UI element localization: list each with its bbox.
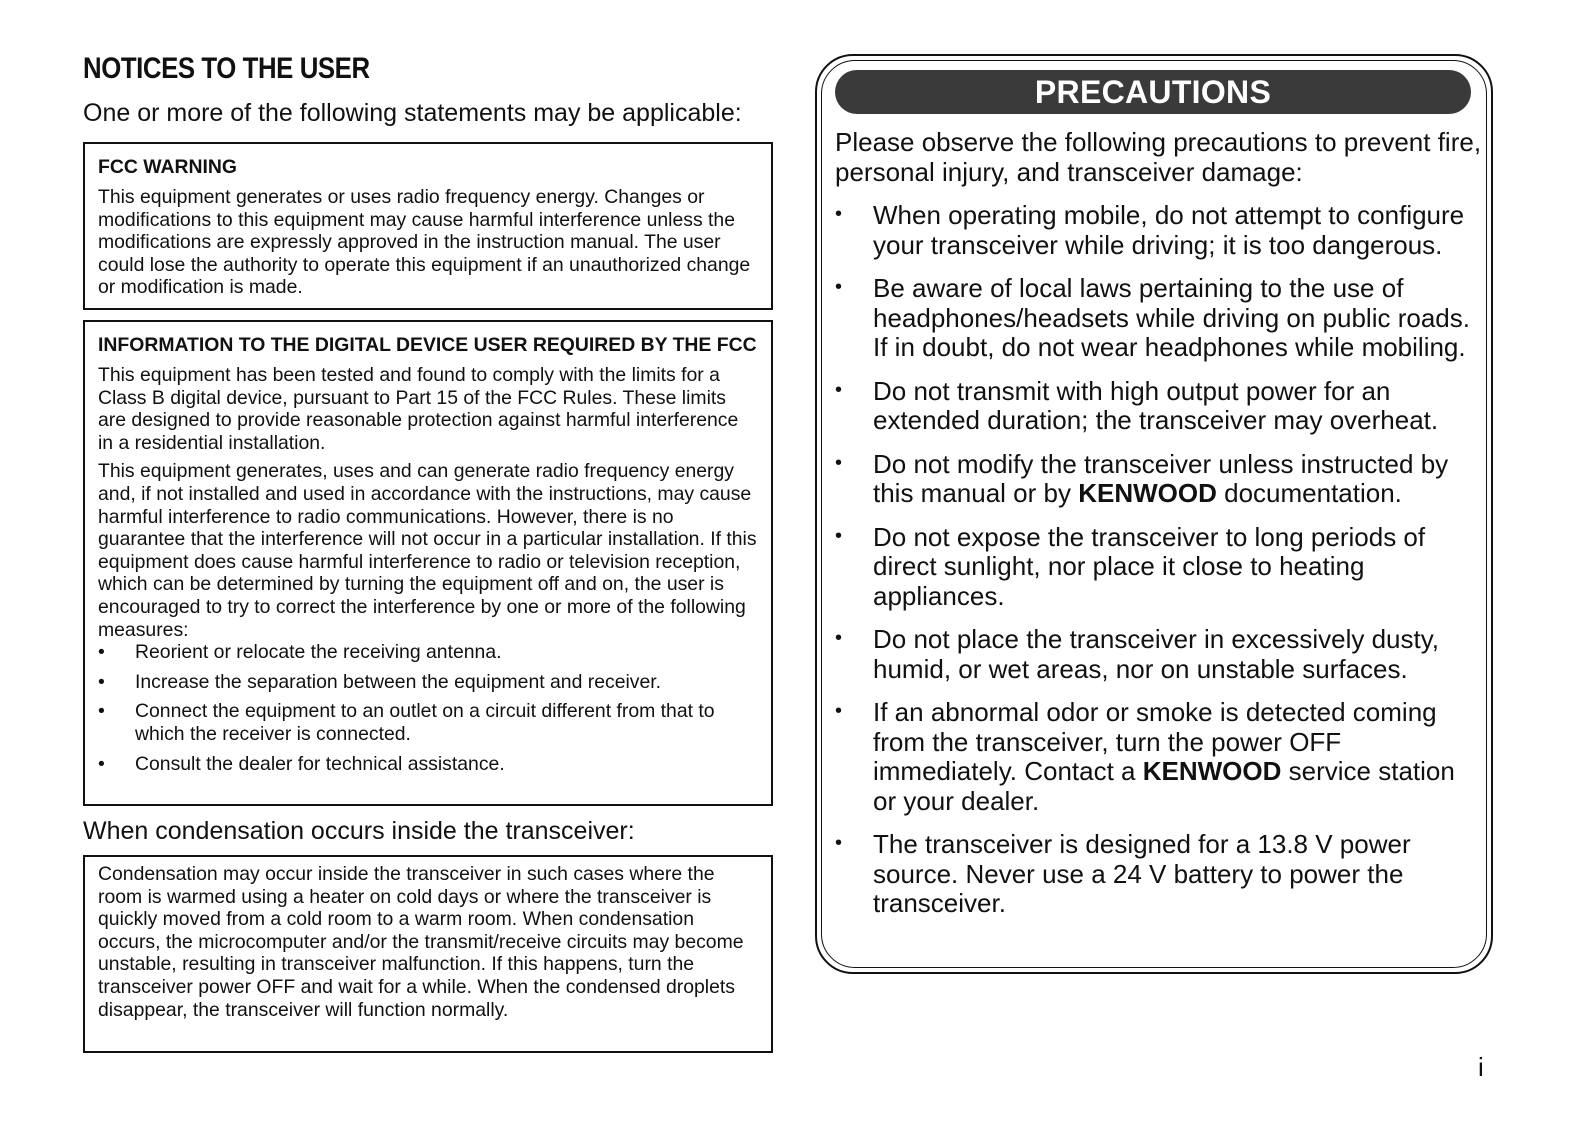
list-item: • Be aware of local laws pertaining to the use of headphones/headsets while driving on public roads. If in doubt, do not wear headphones while mobiling. (835, 273, 1470, 362)
list-item: • When operating mobile, do not attempt to configure your transceiver while driving; it is too dangerous. (835, 200, 1465, 260)
list-item: • Reorient or relocate the receiving antenna. (98, 641, 502, 664)
bullet-icon: • (835, 524, 843, 547)
list-item: • Do not place the transceiver in excessively dusty, humid, or wet areas, nor on unstable surfaces. (835, 624, 1440, 684)
digital-device-heading: INFORMATION TO THE DIGITAL DEVICE USER REQUIRED BY THE FCC (98, 334, 757, 356)
digital-device-box (83, 320, 773, 806)
bullet-icon: • (835, 700, 843, 722)
bullet-icon: • (835, 276, 843, 298)
list-item: • The transceiver is designed for a 13.8 V power source. Never use a 24 V battery to power the transceiver. (835, 829, 1411, 918)
condensation-text: Condensation may occur inside the transceiver in such cases where the room is warmed using a heater on cold days or where the transceiver is quickly moved from a cold room to a warm room. When condensation occurs, the microcomputer and/or the transmit/receive circuits may become unstable, resulting in transceiver malfunction. If this happens, turn the transceiver power OFF and wait for a while. When the condensed droplets disappear, the transceiver will function normally. (98, 863, 744, 1021)
notices-intro: One or more of the following statements may be applicable: (83, 99, 742, 127)
digital-device-para-1: This equipment has been tested and found to comply with the limits for a Class B digital device, pursuant to Part 15 of the FCC Rules. These limits are designed to provide reasonable protection against harmful interference in a residential installation. (98, 364, 739, 454)
condensation-box (83, 855, 773, 1053)
bullet-icon: • (98, 700, 105, 723)
precautions-title: PRECAUTIONS (835, 70, 1471, 114)
list-item: • Connect the equipment to an outlet on a circuit different from that to which the receiver is connected. (98, 700, 715, 745)
precautions-list (835, 201, 1485, 919)
bullet-icon: • (98, 670, 105, 693)
bullet-icon: • (835, 451, 843, 474)
page-number: i (1478, 1052, 1484, 1082)
list-item: • Consult the dealer for technical assistance. (98, 752, 505, 775)
notices-title: NOTICES TO THE USER (83, 52, 370, 85)
bullet-icon: • (835, 627, 843, 649)
list-item: • Do not modify the transceiver unless instructed by this manual or by KENWOOD documentation. (835, 448, 1449, 508)
fcc-warning-text: This equipment generates or uses radio frequency energy. Changes or modifications to this equipment may cause harmful interference unless the modifications are expressly approved in the instruction manual. The user could lose the authority to operate this equipment if an unauthorized change or modification is made. (98, 186, 751, 299)
list-item: • If an abnormal odor or smoke is detected coming from the transceiver, turn the power OFF immediately. Contact a KENWOOD service station or your dealer. (835, 697, 1455, 816)
bullet-icon: • (835, 203, 843, 225)
bullet-icon: • (98, 641, 105, 664)
brand-name: KENWOOD (1078, 478, 1217, 508)
bullet-icon: • (835, 832, 843, 854)
notices-column (83, 52, 773, 1053)
bullet-icon: • (98, 752, 105, 775)
list-item: • Increase the separation between the equipment and receiver. (98, 670, 662, 693)
precautions-intro: Please observe the following precautions to prevent fire, personal injury, and transceiver damage: (835, 127, 1482, 187)
precautions-panel (815, 54, 1493, 974)
list-item: • Do not transmit with high output power for an extended duration; the transceiver may overheat. (835, 375, 1439, 435)
digital-device-para-2: This equipment generates, uses and can generate radio frequency energy and, if not installed and used in accordance with the instructions, may cause harmful interference to radio communications. However, there is no guarantee that the interference will not occur in a particular installation. If this equipment does cause harmful interference to radio or television reception, which can be determined by turning the equipment off and on, the user is encouraged to try to correct the interference by one or more of the following measures: (98, 460, 757, 641)
precautions-body (835, 128, 1485, 933)
fcc-warning-box (83, 142, 773, 310)
list-item: • Do not expose the transceiver to long periods of direct sunlight, nor place it close to heating appliances. (835, 521, 1426, 611)
condensation-title: When condensation occurs inside the transceiver: (83, 817, 635, 845)
brand-name: KENWOOD (1142, 756, 1282, 786)
measures-list (98, 641, 757, 775)
fcc-warning-heading: FCC WARNING (98, 156, 237, 178)
bullet-icon: • (835, 378, 843, 401)
